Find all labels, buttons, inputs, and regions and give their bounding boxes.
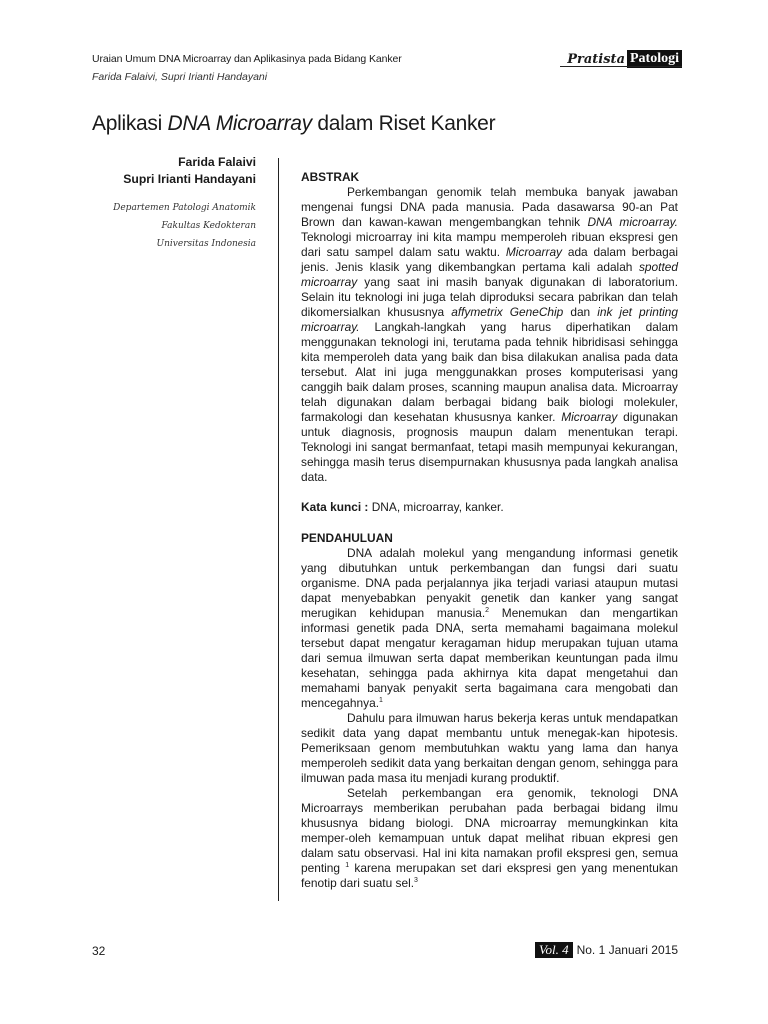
abstract-text: Perkembangan genomik telah membuka banyak jawaban mengenai fungsi DNA pada manusia. Pada dasawarsa 90-an Pat Brown dan kawan-kawan mengembangkan tehnik DNA microarray. Teknologi microarray ini kita mampu memperoleh ribuan ekspresi gen dari satu sampel dalam satu waktu. Microarray ada dalam berbagai jenis. Jenis klasik yang dikembangkan pertama kali adalah spotted microarray yang saat ini masih banyak digunakan di laboratorium. Selain itu teknologi ini juga telah diproduksi secara pabrikan dan telah dikomersialkan khususnya affymetrix GeneChip dan ink jet printing microarray. Langkah-langkah yang harus diperhatikan dalam menggunakan teknologi ini, terutama pada tehnik hibridisasi sehingga kita memperoleh data yang baik dan bisa dilakukan analisa pada data tersebut. Alat ini juga menggunakkan proses komputerisasi yang canggih baik dalam proses, scanning maupun analisa data. Microarray telah digunakan dalam berbagai bidang baik biologi molekuler, farmakologi dan kesehatan khususnya kanker. Microarray digunakan untuk diagnosis, prognosis maupun dalam menentukan terapi. Teknologi ini sangat bermanfaat, tetapi masih mempunyai kekurangan, sehingga masih terus disempurnakan khususnya pada langkah analisa data. (301, 185, 679, 484)
keywords-label: Kata kunci : (301, 500, 369, 514)
intro-paragraph: Setelah perkembangan era genomik, teknologi DNA Microarrays memberikan perubahan pada berbagai bidang ilmu khususnya bidang biologi. DNA microarray memungkinkan kita memper-oleh kemampuan untuk dapat melihat ribuan ekpresi gen dalam satu observasi. Hal ini kita namakan profil ekspresi gen, semua penting $^1$ karena merupakan set dari ekspresi gen yang menentukan fenotip dari suatu sel.$^3$ (301, 786, 678, 890)
title-italic: DNA Microarray (167, 112, 312, 135)
affiliation (113, 199, 256, 253)
page-number: 32 (92, 944, 106, 958)
title-part: dalam Riset Kanker (311, 112, 496, 135)
intro-paragraph: Dahulu para ilmuwan harus bekerja keras untuk mendapatkan sedikit data yang dapat membantu untuk menegak-kan hipotesis. Pemeriksaan genom membutuhkan waktu yang lama dan hanya memperoleh sedikit data yang berkaitan dengan genom, sehingga para ilmuwan pada masa itu menjadi kurang produktif. (301, 711, 678, 785)
issue-info (535, 942, 678, 958)
affiliation-line: Universitas Indonesia (156, 239, 256, 249)
affiliation-line: Fakultas Kedokteran (161, 221, 256, 231)
citation: 1 (345, 862, 350, 870)
keywords-value: DNA, microarray, kanker. (368, 500, 504, 514)
journal-logo-italic: Pratista (567, 51, 625, 67)
citation: 3 (414, 877, 418, 885)
author-name: Supri Irianti Handayani (123, 172, 256, 186)
body-column (301, 170, 678, 891)
header-rule (560, 66, 682, 67)
running-title: Uraian Umum DNA Microarray dan Aplikasinya pada Bidang Kanker (92, 53, 402, 65)
intro-heading: PENDAHULUAN (301, 531, 393, 545)
volume-box: Vol. 4 (535, 942, 573, 958)
author-name: Farida Falaivi (178, 155, 256, 169)
title-part: Aplikasi (92, 112, 168, 135)
author-list (123, 154, 256, 188)
affiliation-line: Departemen Patologi Anatomik (113, 203, 256, 213)
intro-paragraph: DNA adalah molekul yang mengandung informasi genetik yang dibutuhkan untuk perkembangan dan fungsi dari suatu organisme. DNA pada perjalannya jika terjadi variasi ataupun mutasi dapat menyebabkan penyakit genetik dan kanker yang sangat merugikan kehidupan manusia.$^2$ Menemukan dan mengartikan informasi genetik pada DNA, serta memahami bagaimana molekul tersebut dapat mengatur keragaman hidup merupakan tujuan utama dari semua ilmuwan serta dapat memberikan keuntungan pada ilmu kesehatan, sehingga pada akhirnya kita dapat mengetahui dan memahami banyak penyakit serta bagaimana cara mengobati dan mencegahnya.$^1$ (301, 546, 678, 710)
running-head (92, 50, 682, 100)
keywords (301, 500, 678, 515)
issue-text: No. 1 Januari 2015 (576, 943, 678, 957)
citation: 2 (485, 607, 490, 615)
journal-logo-box: Patologi (627, 50, 682, 68)
citation: 1 (379, 697, 383, 705)
abstract-heading: ABSTRAK (301, 170, 360, 184)
column-divider (278, 158, 279, 901)
running-authors: Farida Falaivi, Supri Irianti Handayani (92, 71, 268, 83)
article-title (92, 112, 495, 136)
